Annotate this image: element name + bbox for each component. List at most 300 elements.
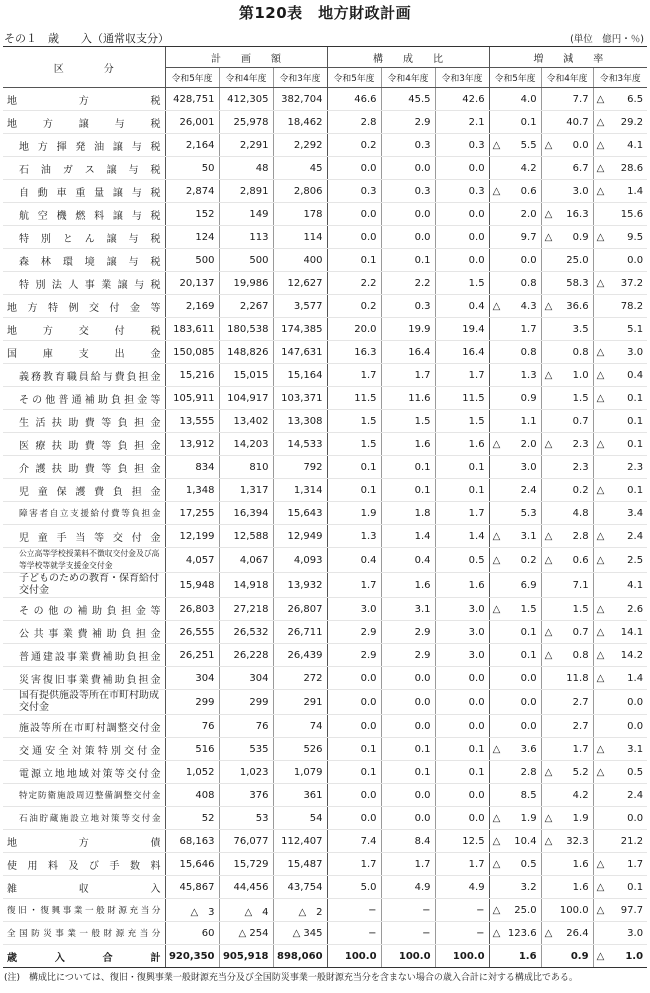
- plan-amount-cell: 299: [219, 690, 273, 715]
- composition-cell: 2.2: [327, 272, 381, 295]
- composition-cell: 0.1: [327, 479, 381, 502]
- label-char: 護: [35, 463, 46, 475]
- change-rate-cell: [489, 387, 541, 410]
- label-char: 担: [138, 371, 149, 383]
- composition-cell: 0.0: [435, 690, 489, 715]
- label-char: 興: [51, 906, 61, 916]
- label-char: 税: [150, 187, 161, 199]
- change-rate-value: 0.8: [520, 277, 537, 289]
- label-char: 災: [43, 929, 52, 939]
- decrease-mark: △: [544, 208, 553, 220]
- change-rate-value: 2.3: [627, 461, 644, 473]
- change-rate-wrap: [597, 790, 644, 801]
- change-rate-wrap: [493, 508, 537, 519]
- decrease-mark: △: [596, 93, 605, 105]
- label-char: 雑: [7, 883, 17, 895]
- decrease-mark: △: [596, 554, 605, 566]
- change-rate-cell: [593, 761, 647, 784]
- table-row: [3, 226, 647, 249]
- label-char: 計: [150, 952, 161, 964]
- change-rate-value: 29.2: [620, 116, 644, 128]
- change-rate-value: 2.3: [572, 438, 589, 450]
- plan-amount-cell: 2,806: [273, 180, 327, 203]
- composition-cell: 100.0: [435, 945, 489, 968]
- label-char: 補: [77, 605, 88, 617]
- change-rate-value: 0.4: [627, 369, 644, 381]
- row-label-cell: [3, 738, 165, 761]
- table-row: [3, 410, 647, 433]
- change-rate-wrap: [545, 393, 589, 404]
- change-rate-value: 10.4: [514, 835, 537, 847]
- change-rate-wrap: [493, 604, 537, 615]
- change-rate-wrap: [545, 462, 589, 473]
- label-char: 金: [150, 371, 161, 383]
- change-rate-cell: [489, 690, 541, 715]
- change-rate-value: 2.4: [627, 530, 644, 542]
- row-label: [7, 648, 161, 663]
- change-rate-cell: [593, 573, 647, 598]
- composition-cell: 0.1: [381, 456, 435, 479]
- row-label: [7, 719, 161, 734]
- change-rate-wrap: [545, 790, 589, 801]
- label-char: 一: [79, 929, 88, 939]
- label-char: 源: [30, 768, 41, 780]
- change-rate-cell: [541, 738, 593, 761]
- table-row: [3, 573, 647, 598]
- change-rate-cell: [593, 249, 647, 272]
- change-rate-value: 3.4: [627, 507, 644, 519]
- table-row: [3, 433, 647, 456]
- change-rate-cell: [489, 272, 541, 295]
- change-rate-cell: [593, 203, 647, 226]
- change-rate-cell: [489, 295, 541, 318]
- change-rate-cell: [489, 502, 541, 525]
- label-char: 与: [114, 118, 125, 130]
- change-rate-value: 100.0: [559, 904, 589, 916]
- change-rate-cell: [541, 922, 593, 945]
- row-label: [7, 391, 161, 406]
- label-char: 備: [104, 791, 113, 801]
- composition-cell: 0.0: [381, 157, 435, 180]
- label-char: 扶: [51, 417, 62, 429]
- table-row: [3, 249, 647, 272]
- label-char: 金: [151, 814, 161, 824]
- change-rate-wrap: [493, 347, 537, 358]
- change-rate-wrap: [493, 140, 537, 151]
- label-char: 普: [58, 394, 69, 406]
- label-char: 防: [37, 791, 47, 801]
- change-rate-cell: [541, 853, 593, 876]
- change-rate-wrap: [493, 813, 537, 824]
- change-rate-value: 21.2: [620, 835, 644, 847]
- change-rate-cell: [541, 761, 593, 784]
- label-char: 与: [131, 141, 142, 153]
- change-rate-value: 3.2: [520, 881, 537, 893]
- label-char: 税: [150, 325, 161, 337]
- change-rate-wrap: [597, 163, 644, 174]
- plan-amount-cell: 898,060: [273, 945, 327, 968]
- label-char: 自: [49, 509, 59, 519]
- change-rate-cell: [489, 738, 541, 761]
- decrease-mark: △: [596, 231, 605, 243]
- label-char: 数: [130, 860, 140, 872]
- change-rate-value: 9.5: [627, 231, 644, 243]
- change-rate-wrap: [493, 627, 537, 638]
- change-rate-wrap: [493, 859, 537, 870]
- row-label: [7, 625, 161, 640]
- label-char: 金: [150, 417, 161, 429]
- composition-cell: 11.5: [435, 387, 489, 410]
- plan-amount-cell: 27,218: [219, 598, 273, 621]
- table-row: [3, 922, 647, 945]
- change-rate-wrap: [493, 721, 537, 732]
- change-rate-cell: [593, 387, 647, 410]
- change-rate-value: 15.6: [620, 208, 644, 220]
- change-rate-wrap: [493, 882, 537, 893]
- composition-cell: 0.3: [381, 295, 435, 318]
- row-label-cell: [3, 479, 165, 502]
- composition-cell: 0.0: [327, 226, 381, 249]
- change-rate-cell: [593, 690, 647, 715]
- label-char: 料: [94, 210, 105, 222]
- plan-amount-cell: △ 4: [219, 899, 273, 922]
- plan-header: 計 画 額: [165, 47, 327, 68]
- change-rate-value: 32.3: [566, 835, 589, 847]
- composition-cell: 2.9: [381, 644, 435, 667]
- label-char: 担: [135, 628, 146, 640]
- row-label-cell: [3, 226, 165, 249]
- change-rate-wrap: [545, 928, 589, 939]
- page-title: 第120表 地方財政計画: [238, 4, 412, 22]
- change-rate-cell: [593, 667, 647, 690]
- label-char: 人: [68, 279, 79, 291]
- change-rate-value: 6.5: [627, 93, 644, 105]
- change-rate-value: 0.5: [627, 766, 644, 778]
- composition-cell: 0.1: [327, 738, 381, 761]
- change-rate-cell: [489, 807, 541, 830]
- change-rate-value: 0.0: [627, 812, 644, 824]
- label-char: 地: [66, 768, 77, 780]
- change-rate-cell: [489, 621, 541, 644]
- label-char: 共: [33, 628, 44, 640]
- label-char: 財: [103, 929, 113, 939]
- label-char: 方: [78, 837, 89, 849]
- label-char: 策: [102, 768, 113, 780]
- plan-amount-cell: 104,917: [219, 387, 273, 410]
- decrease-mark: △: [492, 139, 501, 151]
- change-rate-value: 2.0: [520, 438, 537, 450]
- plan-amount-cell: 112,407: [273, 830, 327, 853]
- composition-cell: 1.5: [381, 410, 435, 433]
- change-rate-cell: [541, 111, 593, 134]
- composition-cell: 1.5: [435, 272, 489, 295]
- change-rate-wrap: [597, 836, 644, 847]
- label-char: 扶: [51, 440, 62, 452]
- decrease-mark: △: [544, 438, 553, 450]
- row-label-cell: [3, 249, 165, 272]
- label-char: 金: [150, 532, 161, 544]
- change-rate-wrap: [597, 813, 644, 824]
- composition-cell: 7.4: [327, 830, 381, 853]
- plan-amount-cell: 60: [165, 922, 219, 945]
- label-char: 金: [150, 745, 161, 757]
- change-rate-cell: [489, 899, 541, 922]
- row-label: [7, 927, 161, 939]
- change-rate-wrap: [493, 278, 537, 289]
- change-rate-value: 3.0: [520, 461, 537, 473]
- label-char: 旧: [54, 674, 65, 686]
- label-char: 通: [32, 745, 43, 757]
- plan-amount-cell: 1,348: [165, 479, 219, 502]
- label-char: 金: [150, 348, 161, 360]
- composition-cell: 1.4: [381, 525, 435, 548]
- change-rate-wrap: [597, 278, 644, 289]
- composition-cell: 100.0: [327, 945, 381, 968]
- label-char: 施: [56, 791, 66, 801]
- row-label: [7, 345, 161, 360]
- row-label: [7, 857, 161, 872]
- label-char: び: [89, 860, 99, 872]
- composition-cell: 11.5: [327, 387, 381, 410]
- change-rate-value: 1.4: [627, 185, 644, 197]
- change-rate-value: 0.9: [570, 950, 589, 962]
- composition-cell: 1.8: [381, 502, 435, 525]
- label-char: 金: [150, 486, 161, 498]
- decrease-mark: △: [596, 904, 605, 916]
- change-rate-value: 0.0: [627, 720, 644, 732]
- label-char: 蔵: [49, 814, 59, 824]
- table-row: [3, 644, 647, 667]
- plan-amount-cell: 16,394: [219, 502, 273, 525]
- change-rate-cell: [541, 807, 593, 830]
- label-char: 与: [128, 256, 139, 268]
- label-char: 金: [130, 302, 140, 314]
- plan-amount-cell: 26,555: [165, 621, 219, 644]
- composition-cell: 0.4: [435, 295, 489, 318]
- label-char: 金: [151, 509, 161, 519]
- row-label-cell: [3, 318, 165, 341]
- label-char: 負: [117, 417, 128, 429]
- change-rate-value: 5.2: [572, 766, 589, 778]
- label-char: 等: [40, 722, 51, 734]
- label-char: 交: [19, 745, 29, 757]
- label-char: 防: [31, 929, 40, 939]
- change-rate-value: 0.2: [520, 554, 537, 566]
- plan-amount-cell: 74: [273, 715, 327, 738]
- composition-cell: 0.0: [327, 690, 381, 715]
- change-rate-cell: [489, 364, 541, 387]
- label-char: 児: [19, 532, 29, 544]
- change-rate-wrap: [493, 673, 537, 684]
- change-rate-cell: [541, 180, 593, 203]
- label-char: 安: [45, 745, 56, 757]
- change-rate-cell: [489, 134, 541, 157]
- change-rate-cell: [593, 341, 647, 364]
- row-label: [7, 602, 161, 617]
- composition-cell: 19.9: [381, 318, 435, 341]
- label-char: 譲: [117, 279, 128, 291]
- label-char: 害: [29, 509, 38, 519]
- label-char: 金: [151, 791, 161, 801]
- change-rate-value: 1.7: [520, 323, 537, 335]
- label-char: 発: [75, 141, 86, 153]
- plan-amount-cell: 52: [165, 807, 219, 830]
- label-char: 国: [7, 348, 17, 360]
- plan-amount-cell: 26,807: [273, 598, 327, 621]
- label-char: 普: [19, 651, 29, 663]
- composition-cell: 0.1: [435, 456, 489, 479]
- change-rate-value: 0.0: [520, 720, 537, 732]
- label-char: 揮: [56, 141, 67, 153]
- row-label-cell: [3, 295, 165, 318]
- change-rate-wrap: [597, 673, 644, 684]
- table-row: [3, 899, 647, 922]
- change-rate-cell: [541, 715, 593, 738]
- composition-cell: 45.5: [381, 88, 435, 111]
- change-rate-value: 7.7: [572, 93, 589, 105]
- change-rate-cell: [489, 180, 541, 203]
- table-row: [3, 784, 647, 807]
- label-char: 事: [66, 651, 77, 663]
- plan-amount-cell: 400: [273, 249, 327, 272]
- row-label-cell: [3, 433, 165, 456]
- change-rate-wrap: [597, 393, 644, 404]
- label-char: 支: [78, 348, 89, 360]
- composition-cell: 0.1: [327, 249, 381, 272]
- change-rate-cell: [541, 644, 593, 667]
- change-rate-cell: [541, 410, 593, 433]
- row-label: [7, 207, 161, 222]
- plan-amount-cell: 2,291: [219, 134, 273, 157]
- plan-amount-cell: 408: [165, 784, 219, 807]
- change-rate-value: 2.4: [627, 789, 644, 801]
- table-row: [3, 157, 647, 180]
- composition-cell: 0.0: [381, 226, 435, 249]
- plan-amount-cell: 2,164: [165, 134, 219, 157]
- change-rate-wrap: [545, 416, 589, 427]
- label-char: 特: [19, 279, 29, 291]
- label-char: 事: [48, 628, 59, 640]
- row-label-cell: [3, 111, 165, 134]
- table-row: [3, 621, 647, 644]
- plan-amount-cell: 500: [219, 249, 273, 272]
- label-char: 方: [27, 302, 38, 314]
- change-rate-value: 4.3: [520, 300, 537, 312]
- composition-cell: 1.7: [435, 364, 489, 387]
- label-char: 油: [94, 141, 105, 153]
- row-label: [7, 184, 161, 199]
- plan-amount-cell: 12,588: [219, 525, 273, 548]
- label-char: 譲: [112, 187, 123, 199]
- composition-cell: 19.4: [435, 318, 489, 341]
- decrease-mark: △: [544, 812, 553, 824]
- composition-cell: 1.7: [327, 573, 381, 598]
- change-rate-wrap: [493, 232, 537, 243]
- change-rate-cell: [541, 479, 593, 502]
- change-rate-wrap: [545, 301, 589, 312]
- change-rate-cell: [541, 830, 593, 853]
- footnote: (注) 構成比については、復旧・復興事業一般財源充当分及び全国防災事業一般財源充当分を含まない場合の歳入合計に対する構成比である。: [4, 973, 578, 983]
- row-label-cell: [3, 134, 165, 157]
- change-rate-cell: [541, 249, 593, 272]
- label-char: 金: [150, 674, 161, 686]
- change-rate-wrap: [597, 928, 644, 939]
- label-char: 活: [35, 417, 46, 429]
- table-row: [3, 690, 647, 715]
- row-label: [7, 483, 161, 498]
- change-rate-wrap: [597, 347, 644, 358]
- label-char: 入: [54, 952, 65, 964]
- plan-amount-cell: 26,711: [273, 621, 327, 644]
- change-rate-cell: [593, 157, 647, 180]
- label-char: 担: [134, 440, 145, 452]
- composition-cell: 0.3: [381, 134, 435, 157]
- label-char: 交: [131, 814, 141, 824]
- decrease-mark: △: [492, 438, 501, 450]
- label-char: の: [62, 605, 73, 617]
- composition-cell: 1.7: [327, 853, 381, 876]
- table-row: [3, 180, 647, 203]
- label-char: 地: [54, 768, 65, 780]
- composition-cell: 0.1: [381, 249, 435, 272]
- decrease-mark: △: [544, 554, 553, 566]
- row-label: [7, 322, 161, 337]
- change-rate-wrap: [597, 462, 644, 473]
- label-char: 及: [68, 860, 79, 872]
- category-header: 区 分: [3, 47, 165, 88]
- plan-amount-cell: 4,093: [273, 548, 327, 573]
- label-char: 重: [75, 187, 86, 199]
- change-rate-value: 78.2: [620, 300, 644, 312]
- decrease-mark: △: [596, 530, 605, 542]
- change-rate-value: 4.0: [520, 93, 537, 105]
- change-rate-value: 0.8: [572, 649, 589, 661]
- label-char: 職: [66, 371, 77, 383]
- change-rate-value: 11.8: [566, 672, 589, 684]
- decrease-mark: △: [544, 530, 553, 542]
- row-label-cell: [3, 180, 165, 203]
- row-label: 公立高等学校授業料不徴収交付金及び高等学校等就学支援金交付金: [19, 549, 160, 570]
- label-char: 立: [59, 509, 69, 519]
- plan-amount-cell: 17,255: [165, 502, 219, 525]
- row-label-cell: [3, 598, 165, 621]
- table-row: [3, 525, 647, 548]
- decrease-mark: △: [492, 904, 501, 916]
- change-rate-wrap: [597, 439, 644, 450]
- label-char: 員: [78, 371, 89, 383]
- label-char: 源: [115, 929, 125, 939]
- change-rate-cell: [593, 945, 647, 968]
- label-char: 地: [7, 302, 17, 314]
- composition-cell: 2.1: [435, 111, 489, 134]
- change-rate-wrap: [597, 859, 644, 870]
- label-char: 充: [129, 906, 139, 916]
- plan-amount-cell: 15,216: [165, 364, 219, 387]
- row-label-cell: [3, 157, 165, 180]
- label-char: 貯: [39, 814, 49, 824]
- label-char: 債: [150, 837, 161, 849]
- label-char: 税: [150, 118, 161, 130]
- label-char: 等: [101, 417, 112, 429]
- change-rate-cell: [489, 203, 541, 226]
- plan-amount-cell: 905,918: [219, 945, 273, 968]
- change-rate-wrap: [545, 209, 589, 220]
- label-char: 付: [142, 791, 151, 801]
- plan-amount-cell: 26,803: [165, 598, 219, 621]
- plan-amount-cell: 26,251: [165, 644, 219, 667]
- change-rate-cell: [593, 807, 647, 830]
- label-char: 費: [77, 628, 88, 640]
